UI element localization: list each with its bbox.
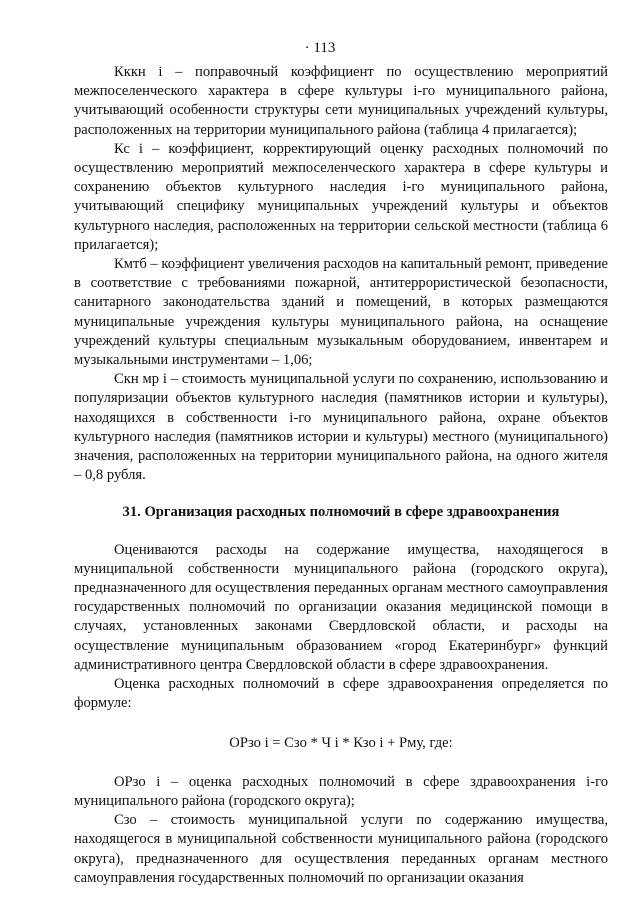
- paragraph-skn: Скн мр i – стоимость муниципальной услуги по сохранению, использованию и популяризации объектов культурного наследия (памятников истории и культуры), находящихся в собственности i-го муниципального района, охране объектов культурного наследия (памятников истории и культуры) местного (муниципального) значения, расположенных на территории муниципального района, на одного жителя – 0,8 рубля.: [74, 371, 608, 484]
- paragraph-kmtb: Кмтб – коэффициент увеличения расходов на капитальный ремонт, приведение в соответствие с требованиями пожарной, антитеррористической безопасности, санитарного законодательства зданий и помещений, в которых размещаются муниципальные учреждения культуры муниципального района, на оснащение учреждений культуры специальным музыкальным оборудованием, инвентарем и музыкальными инструментами – 1,06;: [74, 256, 608, 369]
- page-number: · 113: [304, 40, 336, 56]
- paragraph-ks: Кс i – коэффициент, корректирующий оценку расходных полномочий по осуществлению мероприятий межпоселенческого характера в сфере культуры и сохранению объектов культурного наследия i-го муниципального района, учитывающий специфику муниципальных учреждений культуры и объектов культурного наследия, расположенных на территории сельской местности (таблица 6 прилагается);: [74, 140, 608, 253]
- definition-orzo: ОРзо i – оценка расходных полномочий в сфере здравоохранения i-го муниципального района (городского округа);: [74, 773, 608, 809]
- section-heading: 31. Организация расходных полномочий в сфере здравоохранения: [122, 504, 560, 521]
- document-body: [74, 63, 608, 888]
- paragraph-assessed-expenses: Оцениваются расходы на содержание имущества, находящегося в муниципальной собственности муниципального района (городского округа), предназначенного для осуществления переданных органам местного самоуправления государственных полномочий по организации оказания медицинской помощи в случаях, установленных законами Свердловской области, и расходы на осуществление муниципальным образованием «город Екатеринбург» функций административного центра Свердловской области в сфере здравоохранения.: [74, 541, 608, 673]
- definition-szo: Сзо – стоимость муниципальной услуги по содержанию имущества, находящегося в муниципальной собственности муниципального района (городского округа), предназначенного для осуществления переданных органам местного самоуправления государственных полномочий по организации оказания: [74, 812, 608, 886]
- paragraph-formula-intro: Оценка расходных полномочий в сфере здравоохранения определяется по формуле:: [74, 676, 608, 712]
- paragraph-kkkn: Кккн i – поправочный коэффициент по осуществлению мероприятий межпоселенческого характера в сфере культуры i-го муниципального района, учитывающий особенности структуры сети муниципальных учреждений культуры, расположенных на территории муниципального района (таблица 4 прилагается);: [74, 64, 608, 138]
- formula: ОРзо i = Сзо * Ч i * Кзо i + Рму, где:: [229, 734, 453, 751]
